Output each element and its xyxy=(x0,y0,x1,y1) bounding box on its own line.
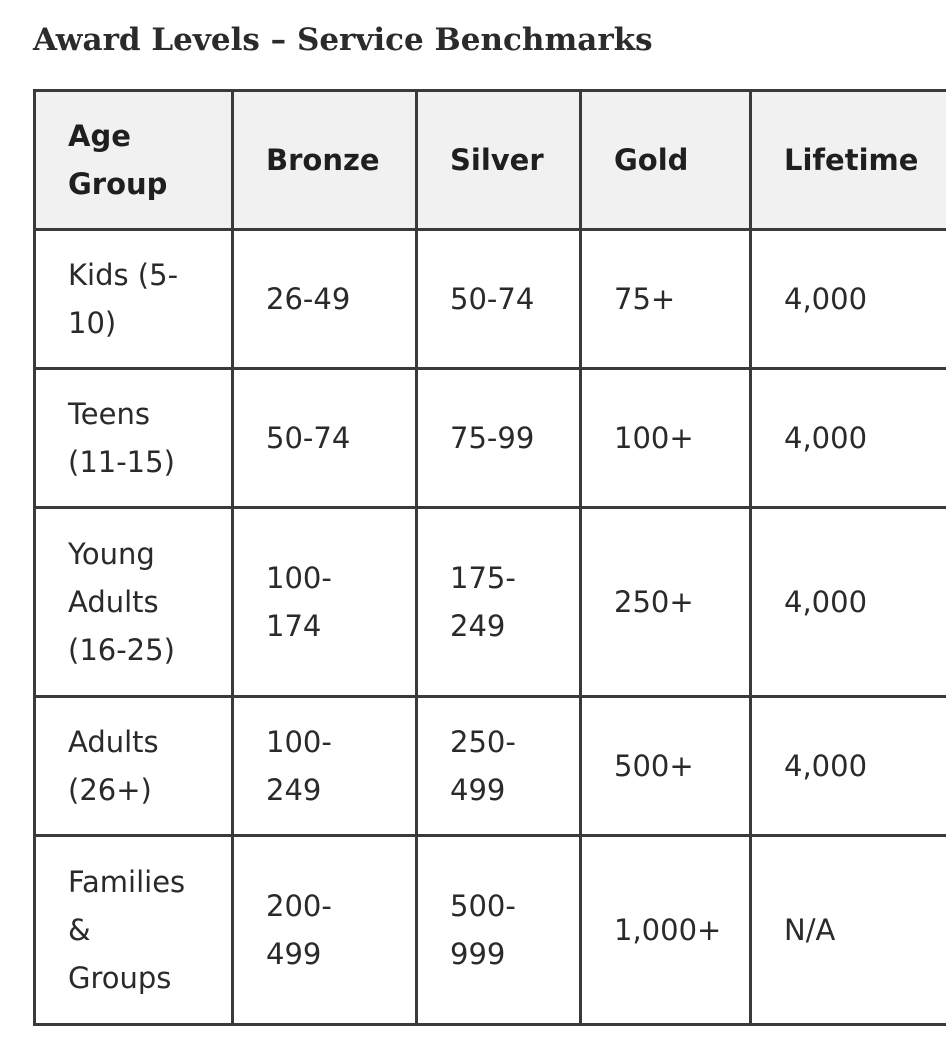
cell-lifetime: 4,000 xyxy=(751,230,946,369)
cell-line: 999 xyxy=(450,937,506,971)
cell-age-group xyxy=(35,508,233,697)
cell-line: 249 xyxy=(450,609,506,643)
cell-silver xyxy=(417,836,581,1025)
cell-line: 499 xyxy=(450,773,506,807)
table-row xyxy=(35,369,946,508)
cell-line: 26-49 xyxy=(266,282,351,316)
table-row xyxy=(35,697,946,836)
table-header-row xyxy=(35,91,946,230)
cell-bronze xyxy=(233,230,417,369)
cell-line: & xyxy=(68,913,91,947)
cell-line: (11-15) xyxy=(68,445,175,479)
cell-bronze xyxy=(233,697,417,836)
cell-line: Kids (5- xyxy=(68,258,179,292)
cell-silver xyxy=(417,697,581,836)
cell-line: Groups xyxy=(68,961,172,995)
cell-silver xyxy=(417,508,581,697)
header-age-group-line: Group xyxy=(68,167,168,201)
header-silver: Silver xyxy=(417,91,581,230)
cell-line: 100- xyxy=(266,561,332,595)
cell-lifetime: 4,000 xyxy=(751,697,946,836)
header-gold: Gold xyxy=(581,91,751,230)
cell-line: 10) xyxy=(68,306,117,340)
cell-age-group xyxy=(35,697,233,836)
header-bronze: Bronze xyxy=(233,91,417,230)
table-row xyxy=(35,508,946,697)
cell-line: 200- xyxy=(266,889,332,923)
table-row xyxy=(35,230,946,369)
cell-line: Teens xyxy=(68,397,150,431)
cell-gold: 500+ xyxy=(581,697,751,836)
cell-silver xyxy=(417,369,581,508)
cell-gold: 1,000+ xyxy=(581,836,751,1025)
header-lifetime: Lifetime xyxy=(751,91,946,230)
cell-age-group xyxy=(35,230,233,369)
cell-line: Young xyxy=(68,537,155,571)
cell-bronze xyxy=(233,836,417,1025)
cell-line: 174 xyxy=(266,609,322,643)
cell-gold: 250+ xyxy=(581,508,751,697)
cell-lifetime: 4,000 xyxy=(751,369,946,508)
page-title: Award Levels – Service Benchmarks xyxy=(33,22,653,58)
cell-gold: 75+ xyxy=(581,230,751,369)
cell-lifetime: N/A xyxy=(751,836,946,1025)
cell-gold: 100+ xyxy=(581,369,751,508)
cell-line: 50-74 xyxy=(266,421,351,455)
cell-bronze xyxy=(233,369,417,508)
cell-line: 50-74 xyxy=(450,282,535,316)
cell-age-group xyxy=(35,369,233,508)
cell-line: 499 xyxy=(266,937,322,971)
cell-line: (26+) xyxy=(68,773,152,807)
cell-silver xyxy=(417,230,581,369)
cell-line: 250- xyxy=(450,725,516,759)
cell-bronze xyxy=(233,508,417,697)
cell-line: 249 xyxy=(266,773,322,807)
cell-line: 100- xyxy=(266,725,332,759)
cell-line: Families xyxy=(68,865,186,899)
award-levels-table xyxy=(33,89,946,1026)
header-age-group xyxy=(35,91,233,230)
cell-age-group xyxy=(35,836,233,1025)
header-age-group-line: Age xyxy=(68,119,131,153)
cell-line: 500- xyxy=(450,889,516,923)
cell-line: 75-99 xyxy=(450,421,535,455)
cell-line: 175- xyxy=(450,561,516,595)
table-row xyxy=(35,836,946,1025)
cell-line: Adults xyxy=(68,725,159,759)
cell-line: (16-25) xyxy=(68,633,175,667)
cell-lifetime: 4,000 xyxy=(751,508,946,697)
cell-line: Adults xyxy=(68,585,159,619)
